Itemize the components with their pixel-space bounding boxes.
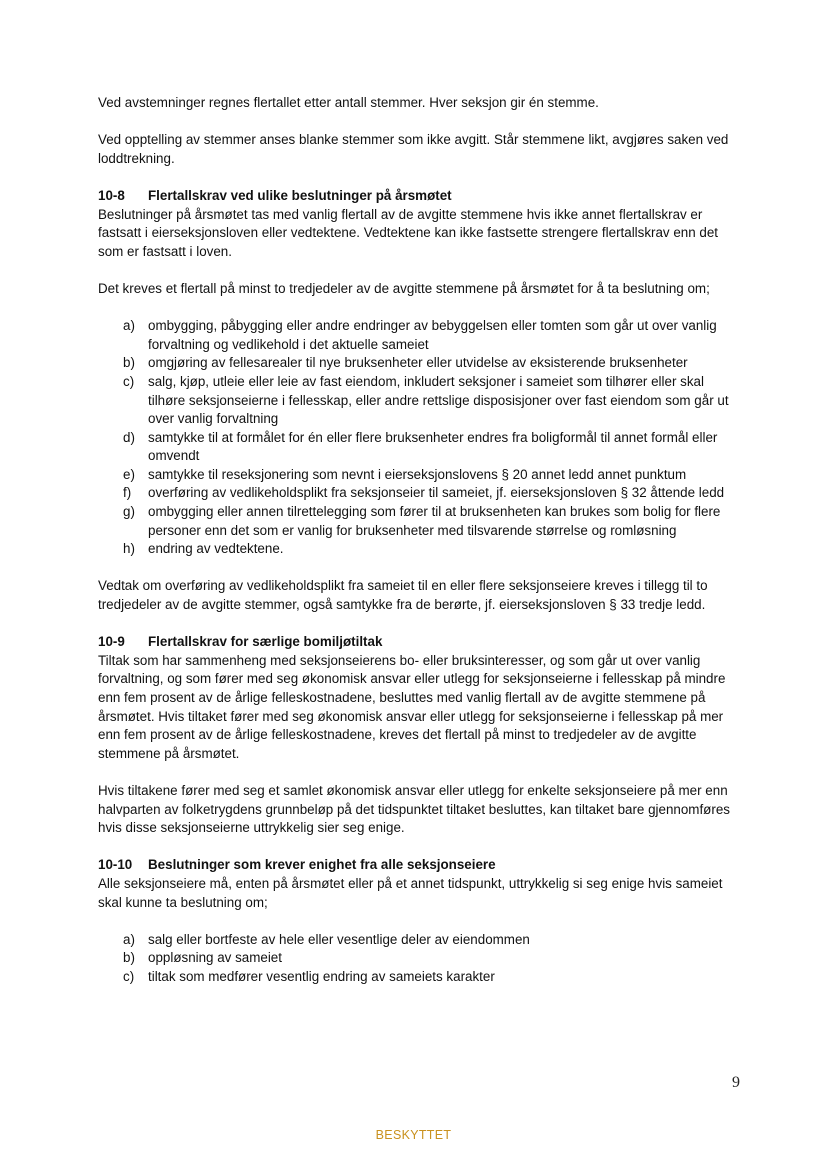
unanimity-requirements-list	[98, 931, 738, 987]
list-item: f) overføring av vedlikeholdsplikt fra seksjonseier til sameiet, jf. eierseksjonsloven § 32 åttende ledd	[123, 485, 725, 501]
page-number: 9	[732, 1074, 740, 1091]
document-page	[98, 94, 738, 1005]
section-10-9-paragraph-2: Hvis tiltakene fører med seg et samlet økonomisk ansvar eller utlegg for enkelte seksjonseiere på mer enn halvparten av folketrygdens grunnbeløp på det tidspunktet tiltaket besluttes, kan tiltaket bare gjennomføres hvis disse seksjonseierne uttrykkelig sier seg enige.	[98, 782, 730, 836]
section-10-10-intro: Alle seksjonseiere må, enten på årsmøtet eller på et annet tidspunkt, uttrykkelig si seg enige hvis sameiet skal kunne ta beslutning om;	[98, 875, 723, 910]
section-10-8-lead: Det kreves et flertall på minst to tredjedeler av de avgitte stemmene på årsmøtet for å ta beslutning om;	[98, 280, 710, 296]
paragraph-blank-votes: Ved opptelling av stemmer anses blanke stemmer som ikke avgitt. Står stemmene likt, avgjøres saken ved loddtrekning.	[98, 132, 729, 166]
list-item: d) samtykke til at formålet for én eller flere bruksenheter endres fra boligformål til annet formål eller omvendt	[123, 429, 718, 464]
section-number: 10-9	[98, 634, 125, 650]
list-item: a) salg eller bortfeste av hele eller vesentlige deler av eiendommen	[123, 931, 530, 947]
section-heading-10-10	[98, 856, 738, 875]
section-heading-10-8	[98, 187, 738, 206]
section-number: 10-8	[98, 187, 125, 203]
list-item: g) ombygging eller annen tilrettelegging som fører til at bruksenheten kan brukes som bolig for flere personer enn det som er vanlig for bruksenheter med tilsvarende størrelse og romløsning	[123, 504, 721, 538]
list-item: c) tiltak som medfører vesentlig endring av sameiets karakter	[123, 968, 495, 984]
list-item: b) oppløsning av sameiet	[123, 950, 282, 966]
list-item: h) endring av vedtektene.	[123, 541, 284, 557]
section-title: Flertallskrav for særlige bomiljøtiltak	[148, 634, 383, 650]
section-title: Beslutninger som krever enighet fra alle seksjonseiere	[148, 857, 496, 873]
section-10-9-paragraph-1: Tiltak som har sammenheng med seksjonseierens bo- eller bruksinteresser, og som går ut over vanlig forvaltning, og som fører med seg økonomisk ansvar eller utlegg for seksjonseierne i fellesskap på mindre enn fem prosent av de årlige felleskostnadene, besluttes med vanlig flertall av de avgitte stemmene på årsmøtet. Hvis tiltaket fører med seg økonomisk ansvar eller utlegg for seksjonseierne i fellesskap på mer enn fem prosent av de årlige felleskostnadene, kreves det flertall på minst to tredjedeler av de avgitte stemmene på årsmøtet.	[98, 652, 726, 761]
list-item: c) salg, kjøp, utleie eller leie av fast eiendom, inkludert seksjoner i sameiet som tilhører eller skal tilhøre seksjonseierne i fellesskap, eller andre rettslige disposisjoner over fast eiendom som går ut over vanlig forvaltning	[123, 373, 729, 427]
section-heading-10-9	[98, 633, 738, 652]
classification-footer: BESKYTTET	[375, 1128, 452, 1142]
section-10-8-intro: Beslutninger på årsmøtet tas med vanlig flertall av de avgitte stemmene hvis ikke annet flertallskrav er fastsatt i eierseksjonsloven eller vedtektene. Vedtektene kan ikke fastsette strengere flertallskrav enn det som er fastsatt i loven.	[98, 206, 719, 259]
section-number: 10-10	[98, 857, 133, 873]
section-title: Flertallskrav ved ulike beslutninger på årsmøtet	[148, 187, 452, 203]
majority-requirements-list	[98, 317, 738, 559]
list-item: b) omgjøring av fellesarealer til nye bruksenheter eller utvidelse av eksisterende bruksenheter	[123, 355, 688, 371]
list-item: a) ombygging, påbygging eller andre endringer av bebyggelsen eller tomten som går ut over vanlig forvaltning og vedlikehold i det aktuelle sameiet	[123, 318, 717, 352]
section-10-8-closing: Vedtak om overføring av vedlikeholdsplikt fra sameiet til en eller flere seksjonseiere kreves i tillegg til to tredjedeler av de avgitte stemmer, også samtykke fra de berørte, jf. eierseksjonsloven § 33 tredje ledd.	[98, 578, 708, 613]
paragraph-vote-counting: Ved avstemninger regnes flertallet etter antall stemmer. Hver seksjon gir én stemme.	[98, 95, 599, 110]
list-item: e) samtykke til reseksjonering som nevnt i eierseksjonslovens § 20 annet ledd annet punktum	[123, 466, 687, 482]
